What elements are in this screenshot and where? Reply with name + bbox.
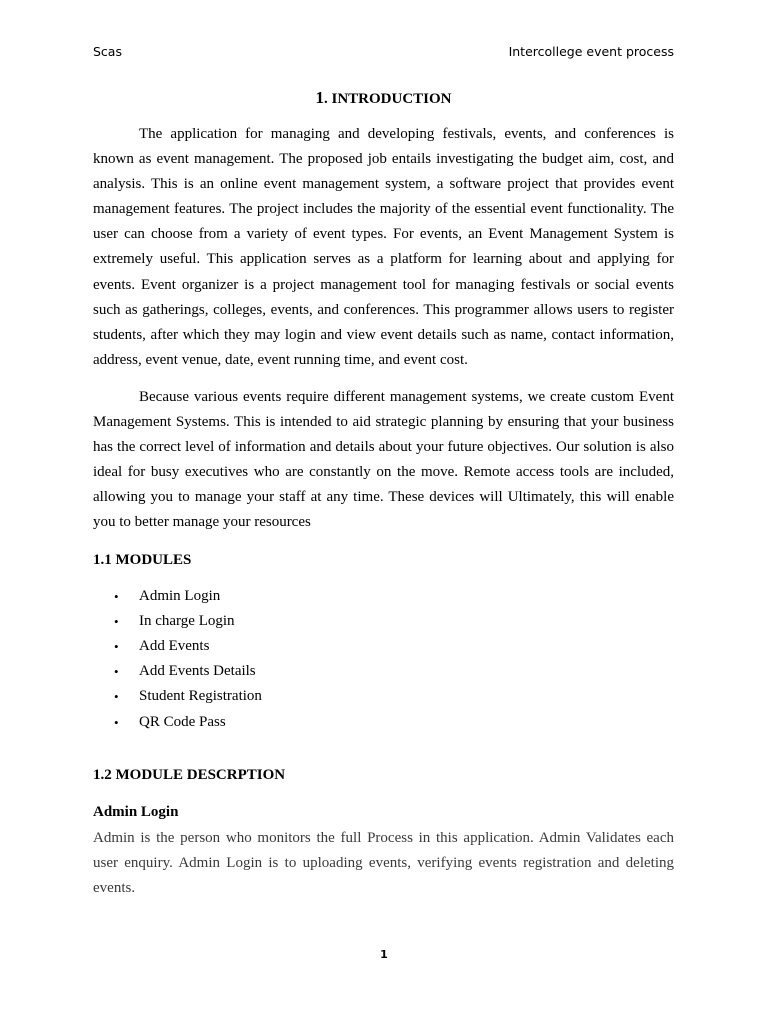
- page-content: [93, 88, 674, 901]
- bullet-icon: •: [114, 714, 119, 730]
- section-title-text: . INTRODUCTION: [323, 91, 452, 107]
- bullet-icon: •: [114, 613, 119, 629]
- intro-paragraph-1: The application for managing and developing festivals, events, and conferences is known as event management. The proposed job entails investigating the budget aim, cost, and analysis. This is an online event management system, a software project that provides event management features. The project includes the majority of the essential event functionality. The user can choose from a variety of event types. For events, an Event Management System is extremely useful. This application serves as a platform for learning about and applying for events. Event organizer is a project management tool for managing festivals or social events such as gatherings, colleges, events, and conferences. This programmer allows users to register students, after which they may login and view event details such as name, contact information, address, event venue, date, event running time, and event cost.: [93, 126, 674, 368]
- modules-heading: 1.1 MODULES: [93, 551, 192, 568]
- module-item-label: In charge Login: [139, 612, 235, 629]
- intro-paragraph-2: Because various events require different management systems, we create custom Event Management Systems. This is intended to aid strategic planning by ensuring that your business has the correct level of information and details about your future objectives. Our solution is also ideal for busy executives who are constantly on the move. Remote access tools are included, allowing you to manage your staff at any time. These devices will Ultimately, this will enable you to better manage your resources: [93, 388, 674, 531]
- module-item-label: QR Code Pass: [139, 713, 226, 730]
- module-item-label: Admin Login: [139, 587, 221, 604]
- header-right-text: Intercollege event process: [508, 43, 674, 59]
- bullet-icon: •: [114, 638, 119, 654]
- admin-login-subheading: Admin Login: [93, 803, 179, 820]
- bullet-icon: •: [114, 664, 119, 680]
- list-item: [93, 634, 674, 659]
- modules-list: [93, 584, 674, 735]
- list-item: [93, 584, 674, 609]
- list-item: [93, 710, 674, 735]
- page-number: 1: [380, 948, 388, 961]
- bullet-icon: •: [114, 588, 119, 604]
- section-title-number: 1: [315, 88, 324, 107]
- admin-login-description: Admin is the person who monitors the full Process in this application. Admin Validates each user enquiry. Admin Login is to uploading events, verifying events registration and deleting events.: [93, 829, 674, 896]
- module-item-label: Add Events: [139, 637, 210, 654]
- page-header: [93, 42, 674, 60]
- module-description-heading: 1.2 MODULE DESCRPTION: [93, 766, 286, 783]
- list-item: [93, 684, 674, 709]
- list-item: [93, 659, 674, 684]
- header-left-text: Scas: [93, 43, 122, 59]
- bullet-icon: •: [114, 689, 119, 705]
- module-item-label: Add Events Details: [139, 663, 256, 680]
- list-item: [93, 609, 674, 634]
- module-item-label: Student Registration: [139, 688, 262, 705]
- section-title: [93, 88, 674, 109]
